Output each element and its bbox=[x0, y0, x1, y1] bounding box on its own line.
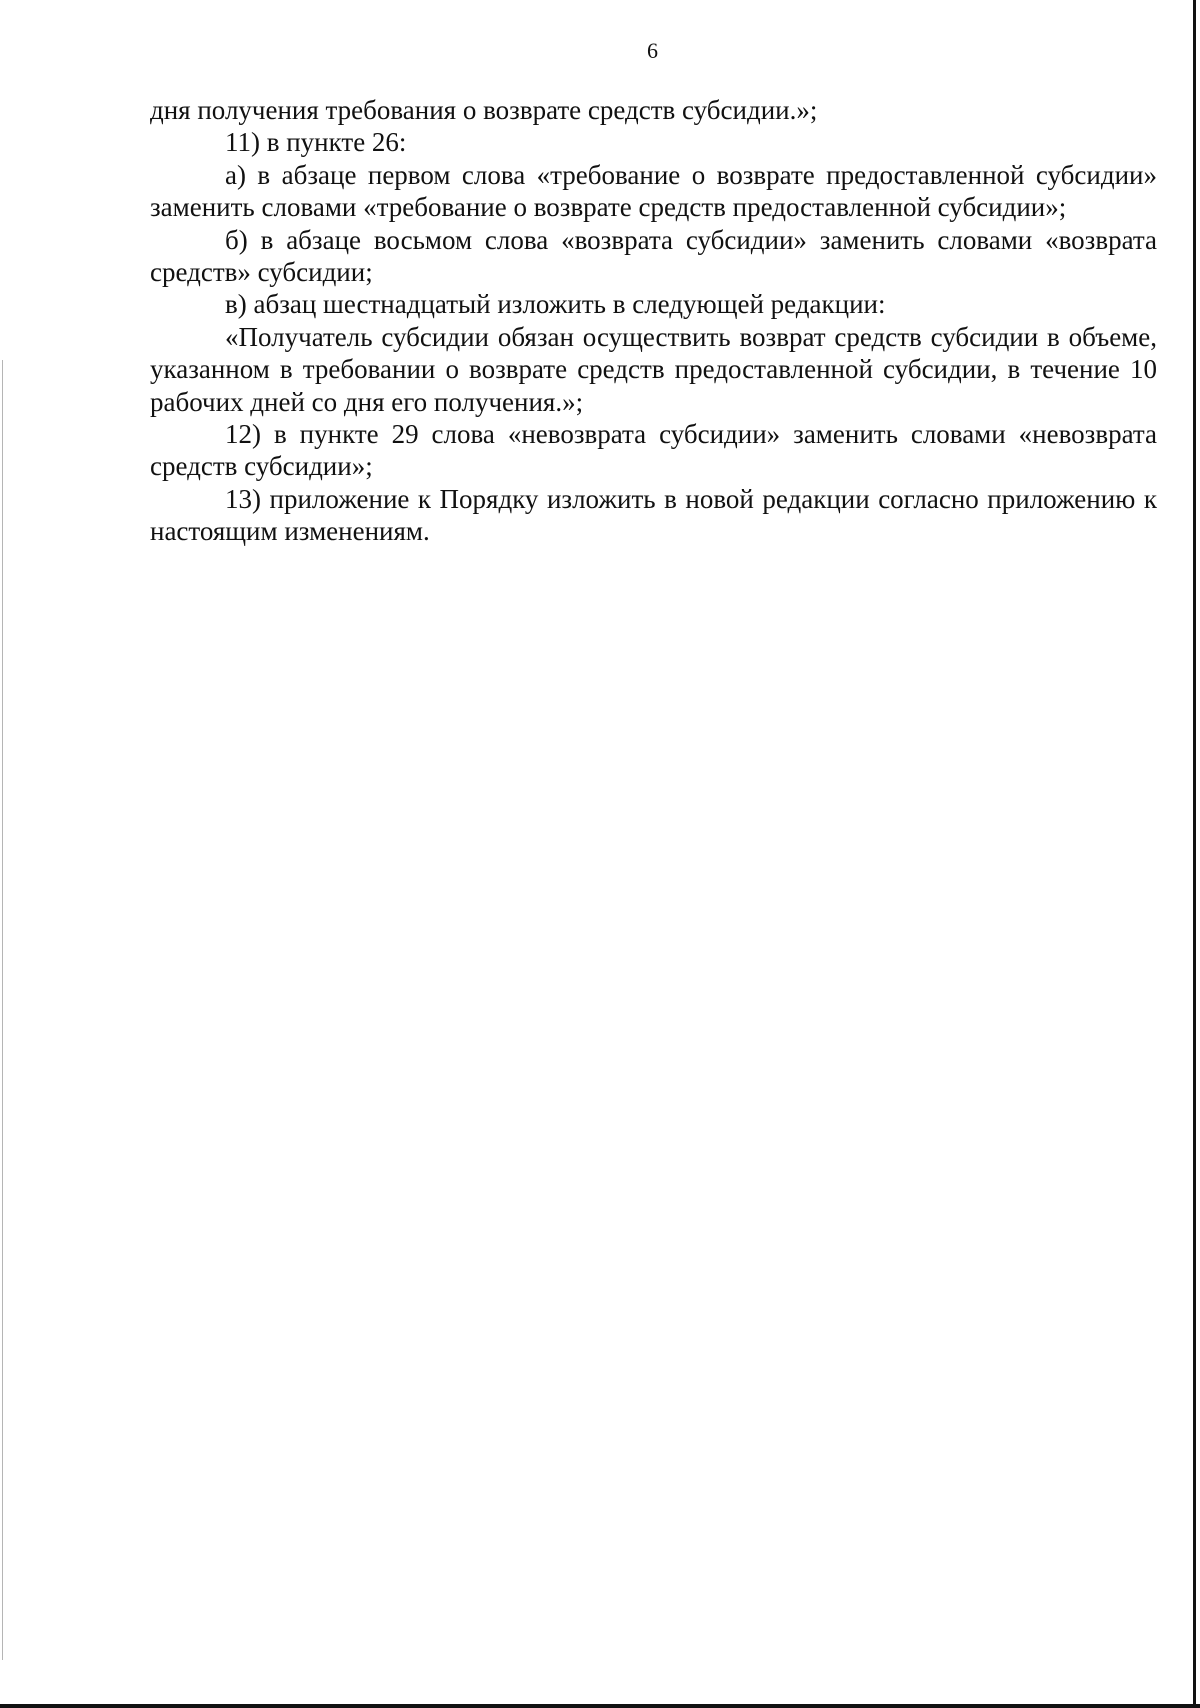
paragraph-subitem-b: б) в абзаце восьмом слова «возврата субсидии» заменить словами «возврата средств» субсидии; bbox=[150, 224, 1157, 288]
scan-edge-right bbox=[1193, 0, 1196, 1708]
paragraph-item-12: 12) в пункте 29 слова «невозврата субсидии» заменить словами «невозврата средств субсидии»; bbox=[150, 419, 1157, 482]
scan-edge-bottom bbox=[0, 1704, 1200, 1708]
page-number: 6 bbox=[647, 38, 658, 63]
paragraph-subitem-v: в) абзац шестнадцатый изложить в следующей редакции: bbox=[225, 289, 886, 320]
document-body bbox=[150, 94, 1157, 548]
paragraph-quoted-text: «Получатель субсидии обязан осуществить возврат средств субсидии в объеме, указанном в требовании о возврате средств предоставленной субсидии, в течение 10 рабочих дней со дня его получения.»; bbox=[150, 321, 1157, 417]
paragraph-item-11: 11) в пункте 26: bbox=[225, 127, 407, 158]
paragraph-continuation: дня получения требования о возврате средств субсидии.»; bbox=[150, 95, 818, 125]
paragraph-item-13: 13) приложение к Порядку изложить в новой редакции согласно приложению к настоящим изменениям. bbox=[150, 483, 1157, 547]
paragraph-subitem-a: а) в абзаце первом слова «требование о возврате предоставленной субсидии» заменить словами «требование о возврате средств предоставленной субсидии»; bbox=[150, 159, 1157, 223]
scan-edge-left bbox=[2, 360, 3, 1660]
